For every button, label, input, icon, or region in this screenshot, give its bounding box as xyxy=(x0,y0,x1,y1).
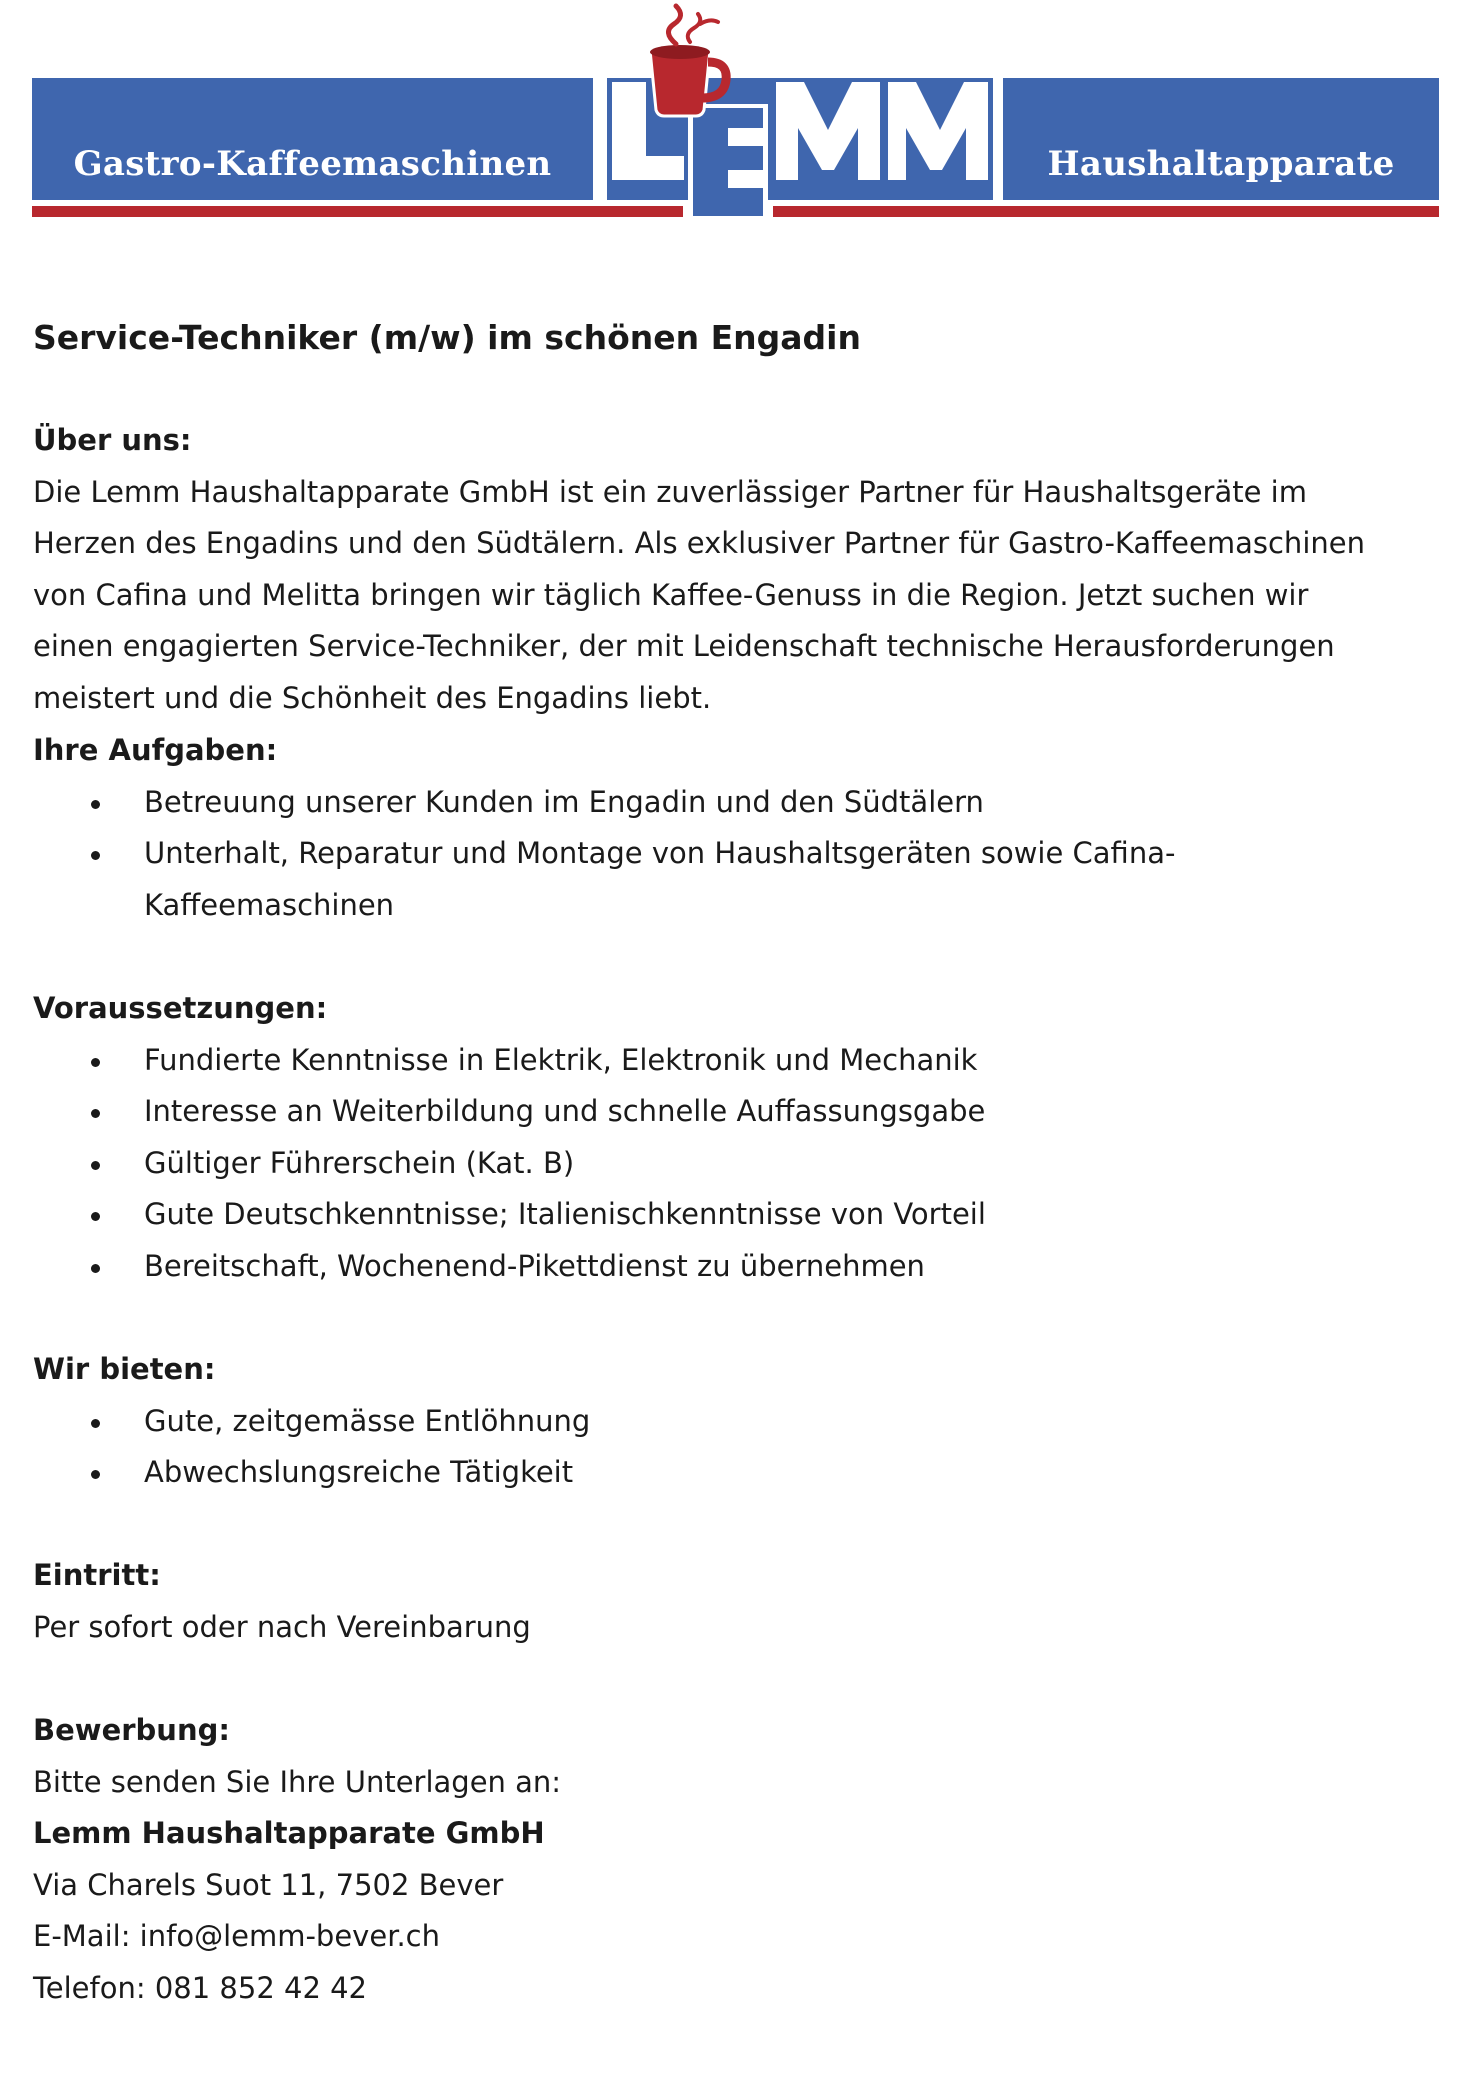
list-item xyxy=(33,1138,1433,1190)
section-about xyxy=(33,415,1433,725)
list-item xyxy=(33,1035,1433,1087)
page-title: Service-Techniker (m/w) im schönen Engadin xyxy=(33,318,861,357)
paragraph-line: Die Lemm Haushaltapparate GmbH ist ein zuverlässiger Partner für Haushaltsgeräte im xyxy=(33,474,1307,509)
list-item-text: Unterhalt, Reparatur und Montage von Haushaltsgeräten sowie Cafina- xyxy=(144,836,1176,871)
section-heading: Über uns: xyxy=(33,423,192,457)
list-item xyxy=(33,828,1433,931)
start-text: Per sofort oder nach Vereinbarung xyxy=(33,1609,531,1644)
about-paragraph xyxy=(33,467,1433,725)
list-item-text: Bereitschaft, Wochenend-Pikettdienst zu übernehmen xyxy=(144,1248,925,1283)
bullet-icon xyxy=(91,1212,100,1221)
section-heading: Wir bieten: xyxy=(33,1352,216,1386)
list-item-text: Betreuung unserer Kunden im Engadin und den Südtälern xyxy=(144,784,984,819)
list-item-text: Gute Deutschkenntnisse; Italienischkenntnisse von Vorteil xyxy=(144,1197,986,1232)
list-item xyxy=(33,1086,1433,1138)
banner-left-bar xyxy=(32,78,593,200)
section-requirements xyxy=(33,983,1433,1293)
banner-right-bar xyxy=(1003,78,1439,200)
paragraph-line: von Cafina und Melitta bringen wir täglich Kaffee-Genuss in die Region. Jetzt suchen wir xyxy=(33,577,1309,612)
offer-list xyxy=(33,1396,1433,1499)
section-heading: Voraussetzungen: xyxy=(33,991,328,1025)
list-item-text: Gute, zeitgemässe Entlöhnung xyxy=(144,1403,591,1438)
list-item xyxy=(33,1241,1433,1293)
bullet-icon xyxy=(91,851,100,860)
tasks-list xyxy=(33,777,1433,932)
list-item xyxy=(33,1447,1433,1499)
list-item-text: Kaffeemaschinen xyxy=(144,887,395,922)
list-item-text: Fundierte Kenntnisse in Elektrik, Elektronik und Mechanik xyxy=(144,1042,978,1077)
section-application xyxy=(33,1705,1433,2015)
bullet-icon xyxy=(91,800,100,809)
list-item-text: Interesse an Weiterbildung und schnelle Auffassungsgabe xyxy=(144,1094,986,1129)
bullet-icon xyxy=(91,1470,100,1479)
logo-letter-e xyxy=(688,104,768,220)
bullet-icon xyxy=(91,1109,100,1118)
contact-email[interactable]: E-Mail: info@lemm-bever.ch xyxy=(33,1919,440,1954)
contact-phone[interactable]: Telefon: 081 852 42 42 xyxy=(33,1970,368,2005)
application-intro: Bitte senden Sie Ihre Unterlagen an: xyxy=(33,1764,562,1799)
section-heading: Bewerbung: xyxy=(33,1713,230,1747)
section-heading: Ihre Aufgaben: xyxy=(33,733,278,767)
section-heading: Eintritt: xyxy=(33,1558,161,1592)
list-item xyxy=(33,777,1433,829)
list-item xyxy=(33,1189,1433,1241)
company-name: Lemm Haushaltapparate GmbH xyxy=(33,1816,545,1851)
header-banner xyxy=(0,0,1470,230)
coffee-cup-icon xyxy=(650,6,726,116)
lemm-logo xyxy=(600,0,1002,230)
section-tasks xyxy=(33,725,1433,931)
list-item-text: Abwechslungsreiche Tätigkeit xyxy=(144,1455,574,1490)
banner-red-line-left xyxy=(32,206,683,217)
list-item-text: Gültiger Führerschein (Kat. B) xyxy=(144,1145,575,1180)
bullet-icon xyxy=(91,1161,100,1170)
paragraph-line: einen engagierten Service-Techniker, der mit Leidenschaft technische Herausforderungen xyxy=(33,629,1335,664)
bullet-icon xyxy=(91,1419,100,1428)
banner-left-label: Gastro-Kaffeemaschinen xyxy=(73,144,552,184)
paragraph-line: Herzen des Engadins und den Südtälern. Als exklusiver Partner für Gastro-Kaffeemaschinen xyxy=(33,526,1365,561)
section-start xyxy=(33,1550,1433,1653)
section-offer xyxy=(33,1344,1433,1499)
bullet-icon xyxy=(91,1264,100,1273)
company-address: Via Charels Suot 11, 7502 Bever xyxy=(33,1867,504,1902)
banner-right-label: Haushaltapparate xyxy=(1047,144,1395,184)
bullet-icon xyxy=(91,1058,100,1067)
list-item xyxy=(33,1396,1433,1448)
paragraph-line: meistert und die Schönheit des Engadins liebt. xyxy=(33,680,712,715)
requirements-list xyxy=(33,1035,1433,1293)
